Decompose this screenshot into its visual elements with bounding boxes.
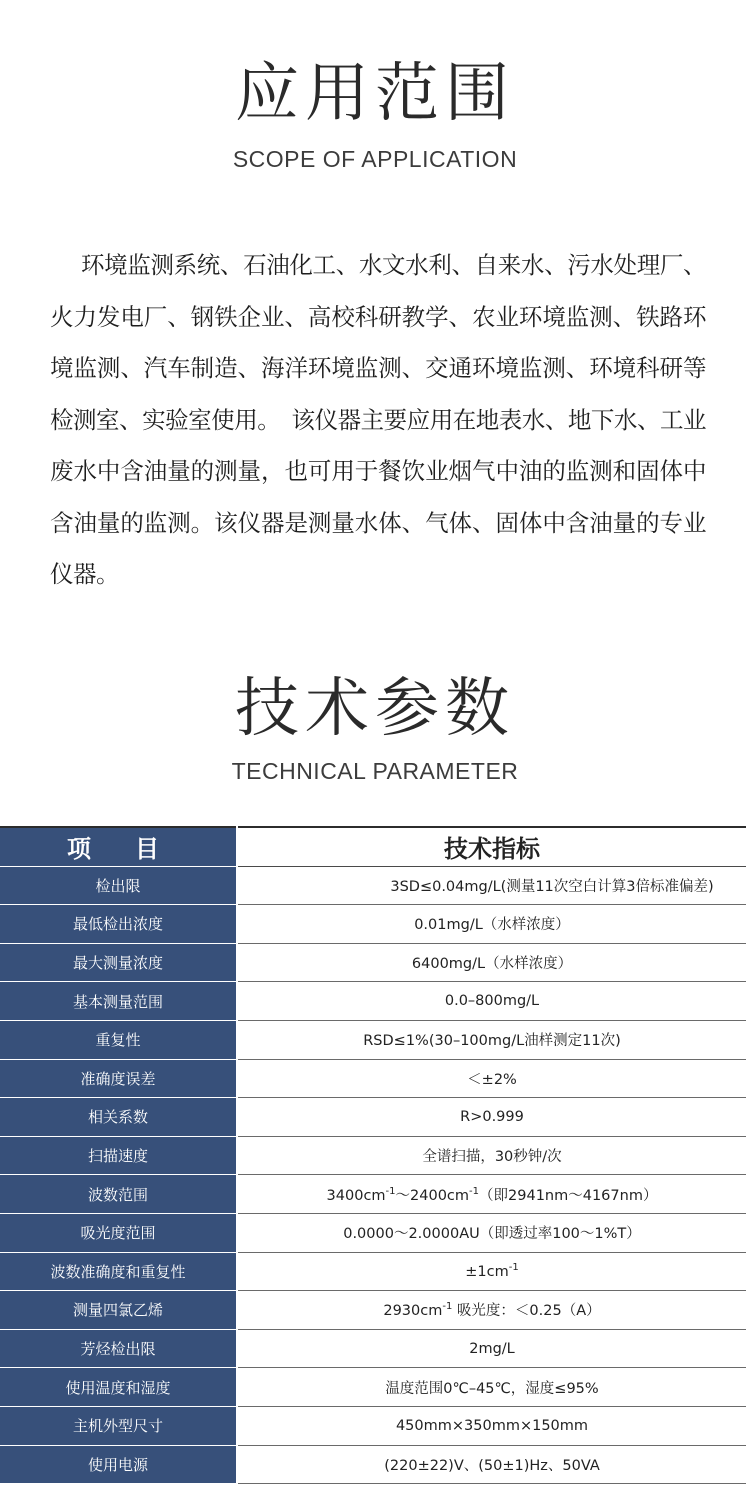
table-row (0, 1445, 746, 1484)
row-spec: 2mg/L (237, 1329, 746, 1368)
row-item: 使用温度和湿度 (0, 1368, 237, 1407)
table-row (0, 866, 746, 905)
table-row (0, 1329, 746, 1368)
spec-superscript: -1 (469, 1185, 480, 1197)
table-row (0, 1368, 746, 1407)
row-item: 芳烃检出限 (0, 1329, 237, 1368)
header-item: 项 目 (0, 827, 237, 866)
table-row (0, 905, 746, 944)
table-row (0, 1098, 746, 1137)
row-item: 吸光度范围 (0, 1213, 237, 1252)
row-item: 波数准确度和重复性 (0, 1252, 237, 1291)
table-row (0, 1175, 746, 1214)
table-row (0, 1406, 746, 1445)
row-spec: 450mm×350mm×150mm (237, 1406, 746, 1445)
row-item: 扫描速度 (0, 1136, 237, 1175)
row-spec: RSD≤1%(30–100mg/L油样测定11次) (237, 1020, 746, 1059)
row-spec: R>0.999 (237, 1098, 746, 1137)
row-item: 使用电源 (0, 1445, 237, 1484)
spec-part: 2930cm (383, 1303, 443, 1320)
row-spec (237, 1175, 746, 1214)
table-header-row (0, 827, 746, 866)
row-item: 相关系数 (0, 1098, 237, 1137)
spec-part: ～2400cm (395, 1187, 470, 1204)
spec-part: ±1cm (465, 1264, 509, 1281)
row-spec: 温度范围0℃–45℃，湿度≤95% (237, 1368, 746, 1407)
row-item: 最低检出浓度 (0, 905, 237, 944)
row-item: 波数范围 (0, 1175, 237, 1214)
row-item: 最大测量浓度 (0, 943, 237, 982)
spec-superscript: -1 (508, 1262, 519, 1274)
table-row (0, 982, 746, 1021)
row-spec: 6400mg/L（水样浓度） (237, 943, 746, 982)
table-row (0, 1136, 746, 1175)
row-spec: 0.01mg/L（水样浓度） (237, 905, 746, 944)
row-spec (237, 1252, 746, 1291)
spec-part: （即2941nm～4167nm） (479, 1187, 658, 1204)
row-spec: 全谱扫描，30秒钟/次 (237, 1136, 746, 1175)
header-spec: 技术指标 (237, 827, 746, 866)
table-row (0, 1213, 746, 1252)
spec-table (0, 826, 746, 1484)
scope-title-cn: 应用范围 (235, 57, 515, 131)
spec-part: 吸光度：＜0.25（A） (452, 1303, 601, 1320)
tech-title-cn: 技术参数 (235, 672, 515, 746)
row-spec: (220±22)V、(50±1)Hz、50VA (237, 1445, 746, 1484)
spec-superscript: -1 (442, 1301, 453, 1313)
table-row (0, 1020, 746, 1059)
table-row (0, 943, 746, 982)
row-spec: 0.0–800mg/L (237, 982, 746, 1021)
scope-description: 环境监测系统、石油化工、水文水利、自来水、污水处理厂、火力发电厂、钢铁企业、高校科研教学、农业环境监测、铁路环境监测、汽车制造、海洋环境监测、交通环境监测、环境科研等检测室、实验室使用。 该仪器主要应用在地表水、地下水、工业废水中含油量的测量，也可用于餐饮业烟气中油的监测和固体中含油量的监测。该仪器是测量水体、气体、固体中含油量的专业仪器。 (50, 251, 706, 588)
tech-title-en: TECHNICAL PARAMETER (231, 758, 519, 784)
table-row (0, 1059, 746, 1098)
row-item: 准确度误差 (0, 1059, 237, 1098)
row-spec (237, 1291, 746, 1330)
row-spec: 3SD≤0.04mg/L(测量11次空白计算3倍标准偏差) (237, 866, 746, 905)
row-item: 重复性 (0, 1020, 237, 1059)
spec-part: 3400cm (326, 1187, 386, 1204)
row-item: 检出限 (0, 866, 237, 905)
row-spec: ＜±2% (237, 1059, 746, 1098)
scope-title-en: SCOPE OF APPLICATION (232, 146, 518, 172)
row-item: 基本测量范围 (0, 982, 237, 1021)
table-row (0, 1291, 746, 1330)
row-item: 测量四氯乙烯 (0, 1291, 237, 1330)
spec-superscript: -1 (385, 1185, 396, 1197)
table-row (0, 1252, 746, 1291)
row-spec: 0.0000～2.0000AU（即透过率100～1%T） (237, 1213, 746, 1252)
row-item: 主机外型尺寸 (0, 1406, 237, 1445)
